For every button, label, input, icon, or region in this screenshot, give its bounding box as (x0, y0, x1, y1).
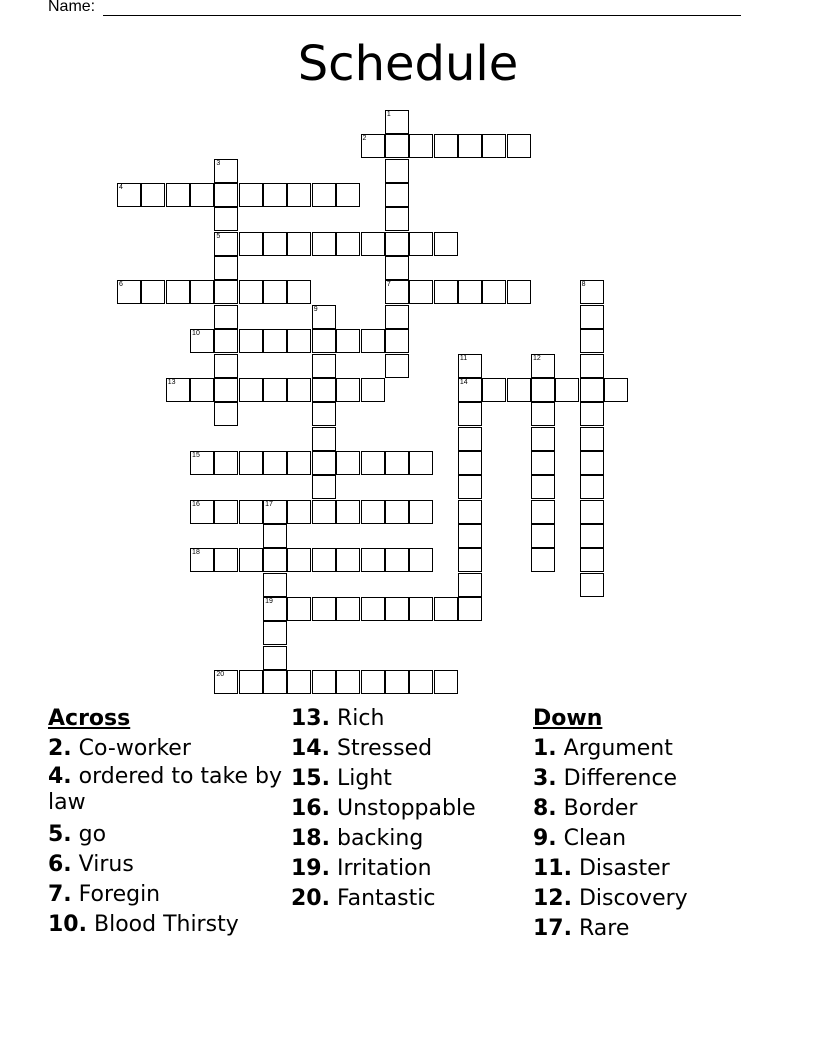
crossword-cell[interactable] (385, 110, 409, 134)
crossword-cell[interactable] (190, 548, 214, 572)
crossword-cell[interactable] (312, 232, 336, 256)
crossword-cell[interactable] (214, 280, 238, 304)
crossword-cell[interactable] (434, 280, 458, 304)
cell-number: 15 (192, 451, 200, 459)
clue-across-13: 13. Rich (291, 706, 385, 731)
crossword-cell[interactable] (458, 280, 482, 304)
crossword-cell[interactable] (507, 280, 531, 304)
crossword-cell[interactable] (336, 232, 360, 256)
crossword-cell[interactable] (580, 500, 604, 524)
crossword-cell[interactable] (312, 670, 336, 694)
crossword-cell[interactable] (287, 597, 311, 621)
crossword-cell[interactable] (458, 402, 482, 426)
crossword-cell[interactable] (117, 280, 141, 304)
crossword-cell[interactable] (190, 378, 214, 402)
crossword-cell[interactable] (434, 134, 458, 158)
clue-down-12: 12. Discovery (533, 886, 688, 911)
crossword-cell[interactable] (190, 500, 214, 524)
crossword-cell[interactable] (214, 232, 238, 256)
crossword-cell[interactable] (312, 354, 336, 378)
clue-across-16: 16. Unstoppable (291, 796, 476, 821)
crossword-cell[interactable] (312, 548, 336, 572)
crossword-cell[interactable] (214, 548, 238, 572)
crossword-cell[interactable] (214, 159, 238, 183)
cell-number: 17 (265, 500, 273, 508)
clue-down-9: 9. Clean (533, 826, 627, 851)
crossword-cell[interactable] (239, 548, 263, 572)
crossword-cell[interactable] (385, 670, 409, 694)
across-clues-column-1 (48, 704, 283, 940)
crossword-cell[interactable] (580, 475, 604, 499)
clue-down-17: 17. Rare (533, 916, 630, 941)
crossword-cell[interactable] (409, 451, 433, 475)
crossword-cell[interactable] (214, 354, 238, 378)
crossword-cell[interactable] (531, 427, 555, 451)
crossword-cell[interactable] (361, 232, 385, 256)
crossword-cell[interactable] (312, 475, 336, 499)
crossword-cell[interactable] (361, 329, 385, 353)
crossword-cell[interactable] (263, 573, 287, 597)
cell-number: 12 (532, 354, 541, 362)
crossword-cell[interactable] (580, 427, 604, 451)
crossword-cell[interactable] (263, 670, 287, 694)
crossword-cell[interactable] (263, 524, 287, 548)
crossword-cell[interactable] (385, 183, 409, 207)
crossword-cell[interactable] (263, 378, 287, 402)
cell-number: 2 (362, 135, 367, 143)
crossword-cell[interactable] (385, 207, 409, 231)
crossword-cell[interactable] (263, 646, 287, 670)
crossword-cell[interactable] (214, 402, 238, 426)
crossword-cell[interactable] (263, 280, 287, 304)
clue-down-1: 1. Argument (533, 736, 673, 761)
crossword-cell[interactable] (385, 329, 409, 353)
clue-across-15: 15. Light (291, 766, 392, 791)
crossword-cell[interactable] (239, 670, 263, 694)
crossword-cell[interactable] (287, 548, 311, 572)
crossword-cell[interactable] (190, 280, 214, 304)
crossword-cell[interactable] (166, 280, 190, 304)
crossword-cell[interactable] (409, 670, 433, 694)
crossword-cell[interactable] (604, 378, 628, 402)
cell-number: 16 (192, 500, 200, 508)
clue-across-20: 20. Fantastic (291, 886, 436, 911)
crossword-cell[interactable] (409, 232, 433, 256)
cell-number: 9 (313, 305, 318, 313)
crossword-cell[interactable] (580, 329, 604, 353)
crossword-cell[interactable] (263, 183, 287, 207)
crossword-cell[interactable] (287, 451, 311, 475)
crossword-cell[interactable] (458, 451, 482, 475)
clue-across-7: 7. Foregin (48, 882, 161, 907)
crossword-cell[interactable] (409, 500, 433, 524)
crossword-cell[interactable] (507, 134, 531, 158)
cell-number: 7 (386, 281, 391, 289)
crossword-cell[interactable] (458, 134, 482, 158)
crossword-cell[interactable] (166, 378, 190, 402)
crossword-cell[interactable] (580, 354, 604, 378)
crossword-cell[interactable] (531, 475, 555, 499)
cell-number: 20 (216, 671, 225, 679)
crossword-cell[interactable] (214, 256, 238, 280)
clue-down-8: 8. Border (533, 796, 638, 821)
crossword-cell[interactable] (385, 256, 409, 280)
crossword-cell[interactable] (531, 500, 555, 524)
cell-number: 10 (192, 330, 200, 338)
crossword-cell[interactable] (214, 207, 238, 231)
crossword-cell[interactable] (531, 354, 555, 378)
cell-number: 3 (216, 159, 221, 167)
crossword-cell[interactable] (190, 451, 214, 475)
crossword-cell[interactable] (361, 378, 385, 402)
crossword-cell[interactable] (580, 548, 604, 572)
crossword-cell[interactable] (312, 378, 336, 402)
crossword-cell[interactable] (580, 451, 604, 475)
crossword-cell[interactable] (458, 524, 482, 548)
crossword-cell[interactable] (336, 329, 360, 353)
crossword-cell[interactable] (385, 305, 409, 329)
crossword-cell[interactable] (361, 597, 385, 621)
crossword-cell[interactable] (336, 670, 360, 694)
crossword-cell[interactable] (190, 329, 214, 353)
crossword-cell[interactable] (239, 232, 263, 256)
crossword-cell[interactable] (263, 451, 287, 475)
crossword-cell[interactable] (287, 183, 311, 207)
crossword-cell[interactable] (312, 451, 336, 475)
crossword-cell[interactable] (263, 597, 287, 621)
crossword-cell[interactable] (287, 280, 311, 304)
crossword-cell[interactable] (336, 183, 360, 207)
cell-number: 8 (581, 281, 586, 289)
crossword-cell[interactable] (239, 451, 263, 475)
crossword-cell[interactable] (531, 524, 555, 548)
crossword-cell[interactable] (385, 159, 409, 183)
crossword-cell[interactable] (263, 329, 287, 353)
crossword-cell[interactable] (239, 378, 263, 402)
crossword-cell[interactable] (239, 280, 263, 304)
crossword-cell[interactable] (385, 451, 409, 475)
crossword-cell[interactable] (385, 597, 409, 621)
crossword-cell[interactable] (458, 427, 482, 451)
crossword-cell[interactable] (214, 378, 238, 402)
crossword-cell[interactable] (434, 597, 458, 621)
page-title: Schedule (297, 36, 519, 92)
crossword-cell[interactable] (580, 573, 604, 597)
crossword-cell[interactable] (531, 402, 555, 426)
crossword-cell[interactable] (458, 475, 482, 499)
crossword-cell[interactable] (580, 305, 604, 329)
crossword-cell[interactable] (239, 329, 263, 353)
name-label: Name: (48, 0, 96, 15)
cell-number: 13 (167, 378, 176, 386)
crossword-cell[interactable] (166, 183, 190, 207)
crossword-cell[interactable] (239, 500, 263, 524)
crossword-cell[interactable] (214, 670, 238, 694)
cell-number: 6 (119, 281, 123, 289)
clue-across-10: 10. Blood Thirsty (48, 912, 239, 937)
crossword-cell[interactable] (312, 305, 336, 329)
crossword-cell[interactable] (580, 524, 604, 548)
crossword-cell[interactable] (458, 378, 482, 402)
down-heading: Down (533, 706, 603, 731)
crossword-cell[interactable] (214, 305, 238, 329)
crossword-cell[interactable] (580, 378, 604, 402)
cell-number: 1 (386, 111, 391, 118)
crossword-cell[interactable] (458, 573, 482, 597)
crossword-cell[interactable] (336, 451, 360, 475)
crossword-cell[interactable] (385, 500, 409, 524)
crossword-cell[interactable] (287, 329, 311, 353)
crossword-cell[interactable] (458, 354, 482, 378)
crossword-cell[interactable] (531, 548, 555, 572)
cell-number: 18 (192, 549, 200, 557)
crossword-cell[interactable] (312, 183, 336, 207)
crossword-cell[interactable] (361, 451, 385, 475)
crossword-cell[interactable] (580, 402, 604, 426)
crossword-cell[interactable] (361, 500, 385, 524)
crossword-cell[interactable] (580, 280, 604, 304)
crossword-cell[interactable] (385, 232, 409, 256)
crossword-cell[interactable] (482, 134, 506, 158)
crossword-cell[interactable] (263, 232, 287, 256)
crossword-cell[interactable] (409, 548, 433, 572)
crossword-cell[interactable] (214, 183, 238, 207)
cell-number: 4 (119, 184, 123, 192)
crossword-cell[interactable] (336, 548, 360, 572)
crossword-cell[interactable] (287, 232, 311, 256)
cell-number: 19 (265, 598, 273, 605)
crossword-cell[interactable] (214, 329, 238, 353)
crossword-cell[interactable] (287, 500, 311, 524)
clue-across-4: 4. ordered to take by law (48, 764, 282, 815)
crossword-cell[interactable] (531, 451, 555, 475)
crossword-cell[interactable] (434, 232, 458, 256)
crossword-cell[interactable] (361, 548, 385, 572)
clue-across-5: 5. go (48, 822, 107, 847)
clue-across-6: 6. Virus (48, 852, 134, 877)
crossword-cell[interactable] (336, 378, 360, 402)
crossword-cell[interactable] (336, 597, 360, 621)
crossword-cell[interactable] (214, 500, 238, 524)
crossword-cell[interactable] (434, 670, 458, 694)
clue-across-2: 2. Co-worker (48, 736, 191, 761)
crossword-cell[interactable] (214, 451, 238, 475)
cell-number: 14 (459, 378, 468, 386)
across-heading: Across (48, 706, 131, 731)
crossword-cell[interactable] (263, 621, 287, 645)
across-clues-column-2 (291, 704, 521, 914)
crossword-cell[interactable] (141, 280, 165, 304)
crossword-cell[interactable] (409, 280, 433, 304)
crossword-cell[interactable] (385, 354, 409, 378)
crossword-cell[interactable] (482, 280, 506, 304)
crossword-cell[interactable] (312, 402, 336, 426)
clue-across-19: 19. Irritation (291, 856, 432, 881)
crossword-cell[interactable] (312, 329, 336, 353)
crossword-cell[interactable] (385, 548, 409, 572)
crossword-cell[interactable] (312, 500, 336, 524)
crossword-cell[interactable] (361, 134, 385, 158)
crossword-cell[interactable] (458, 597, 482, 621)
cell-number: 5 (216, 232, 221, 240)
clue-across-14: 14. Stressed (291, 736, 433, 761)
crossword-cell[interactable] (531, 378, 555, 402)
crossword-cell[interactable] (263, 500, 287, 524)
crossword-cell[interactable] (287, 378, 311, 402)
crossword-cell[interactable] (458, 548, 482, 572)
crossword-cell[interactable] (361, 670, 385, 694)
clue-across-18: 18. backing (291, 826, 424, 851)
crossword-cell[interactable] (239, 183, 263, 207)
crossword-cell[interactable] (507, 378, 531, 402)
crossword-cell[interactable] (190, 183, 214, 207)
crossword-cell[interactable] (385, 134, 409, 158)
crossword-cell[interactable] (385, 280, 409, 304)
crossword-cell[interactable] (409, 597, 433, 621)
crossword-cell[interactable] (482, 378, 506, 402)
crossword-cell[interactable] (555, 378, 579, 402)
crossword-cell[interactable] (336, 500, 360, 524)
crossword-cell[interactable] (263, 548, 287, 572)
clue-down-11: 11. Disaster (533, 856, 670, 881)
crossword-cell[interactable] (117, 183, 141, 207)
cell-number: 11 (459, 354, 468, 362)
crossword-cell[interactable] (458, 500, 482, 524)
crossword-cell[interactable] (312, 427, 336, 451)
down-clues-column (533, 704, 793, 944)
crossword-cell[interactable] (141, 183, 165, 207)
crossword-cell[interactable] (312, 597, 336, 621)
crossword-cell[interactable] (409, 134, 433, 158)
clue-down-3: 3. Difference (533, 766, 678, 791)
crossword-cell[interactable] (287, 670, 311, 694)
